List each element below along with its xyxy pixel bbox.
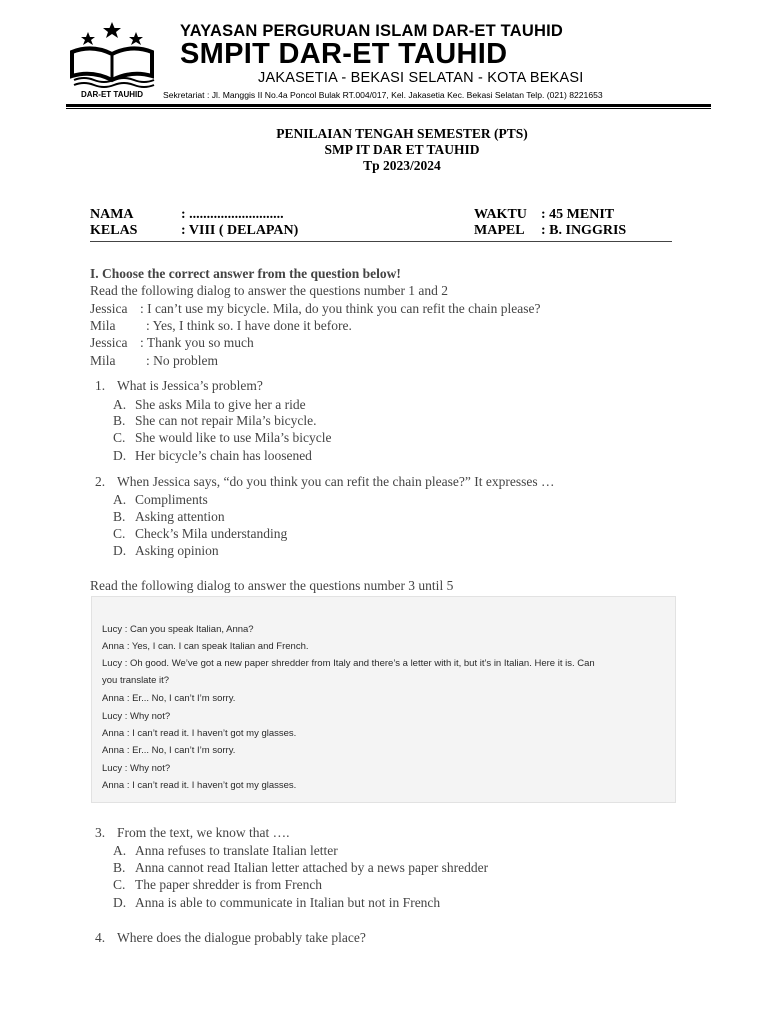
option-letter: B. [113,509,126,524]
dialog-speaker: Jessica [90,335,128,350]
option-letter: D. [113,448,127,463]
dialog-image-line: Lucy : Why not? [102,763,171,774]
option-text: Asking attention [135,509,225,524]
option-text: Anna is able to communicate in Italian but not in French [135,895,441,910]
option-row [113,526,287,542]
identity-underline [90,241,672,242]
question-text: What is Jessica’s problem? [117,378,263,393]
dialog-speaker: Mila [90,353,116,368]
waktu-label: WAKTU [474,207,527,222]
question-number: 4. [95,930,106,945]
option-row [113,397,306,413]
option-text: The paper shredder is from French [135,877,323,892]
nama-value: : ........................... [181,207,284,222]
dialog-line: : Yes, I think so. I have done it before. [146,318,352,333]
option-text: She can not repair Mila’s bicycle. [135,413,317,428]
dialog-image-line: Anna : Er... No, I can’t I’m sorry. [102,745,236,756]
option-letter: D. [113,543,127,558]
logo-caption: DAR-ET TAUHID [80,90,144,99]
dialog-image-line: Anna : I can’t read it. I haven’t got my glasses. [102,780,297,791]
option-row [113,895,440,911]
option-letter: B. [113,413,126,428]
dialog-line: : I can’t use my bicycle. Mila, do you think you can refit the chain please? [140,301,541,316]
dialog-speaker: Mila [90,318,116,333]
school-location: JAKASETIA - BEKASI SELATAN - KOTA BEKASI [258,70,584,86]
option-letter: A. [113,492,127,507]
dialog-image-line: Lucy : Oh good. We’ve got a new paper shredder from Italy and there’s a letter with it, but it’s in Italian. Here it is. Can [102,658,595,669]
option-letter: C. [113,430,126,445]
foundation-name: YAYASAN PERGURUAN ISLAM DAR-ET TAUHID [180,22,563,40]
option-letter: B. [113,860,126,875]
option-row [113,843,338,859]
option-letter: A. [113,843,127,858]
option-row [113,877,322,893]
waktu-value: : 45 MENIT [541,207,615,222]
dialog-speaker: Jessica [90,301,128,316]
exam-school: SMP IT DAR ET TAUHID [324,142,480,157]
option-row [113,430,331,446]
option-text: Asking opinion [135,543,219,558]
section-intro: Read the following dialog to answer the questions number 1 and 2 [90,283,449,298]
option-text: Check’s Mila understanding [135,526,288,541]
option-text: She asks Mila to give her a ride [135,397,306,412]
question-number: 2. [95,474,106,489]
dialog-line: : Thank you so much [140,335,254,350]
nama-label: NAMA [90,207,134,222]
option-row [113,543,219,559]
dialog-image-line: Lucy : Why not? [102,711,171,722]
option-row [113,413,316,429]
dialog-image-line: you translate it? [102,675,170,686]
question-number: 1. [95,378,106,393]
dialog-image-line: Anna : I can’t read it. I haven’t got my glasses. [102,728,297,739]
dialog-image [91,596,676,803]
option-row [113,509,225,525]
school-logo [66,18,158,102]
option-text: Compliments [135,492,208,507]
section-intro: Read the following dialog to answer the questions number 3 until 5 [90,578,454,593]
letterhead-rule-thin [66,108,711,109]
option-letter: D. [113,895,127,910]
dialog-image-line: Anna : Yes, I can. I can speak Italian and French. [102,641,309,652]
exam-title: PENILAIAN TENGAH SEMESTER (PTS) [276,126,528,141]
letterhead-rule-thick [66,104,711,107]
exam-year: Tp 2023/2024 [363,158,441,173]
option-text: Anna cannot read Italian letter attached by a news paper shredder [135,860,489,875]
option-row [113,492,208,508]
option-row [113,860,488,876]
option-letter: C. [113,526,126,541]
option-letter: A. [113,397,127,412]
question-text: Where does the dialogue probably take place? [117,930,366,945]
option-text: Anna refuses to translate Italian letter [135,843,338,858]
question-text: From the text, we know that …. [117,825,290,840]
option-letter: C. [113,877,126,892]
school-address: Sekretariat : Jl. Manggis II No.4a Poncol Bulak RT.004/017, Kel. Jakasetia Kec. Bekasi Selatan Telp. (021) 8221653 [163,90,603,100]
section-header: I. Choose the correct answer from the question below! [90,266,401,281]
dialog-image-line: Anna : Er... No, I can’t I’m sorry. [102,693,236,704]
kelas-value: : VIII ( DELAPAN) [181,223,299,238]
question-text: When Jessica says, “do you think you can refit the chain please?” It expresses … [117,474,555,489]
option-text: She would like to use Mila’s bicycle [135,430,332,445]
option-text: Her bicycle’s chain has loosened [135,448,312,463]
mapel-label: MAPEL [474,223,525,238]
option-row [113,448,312,464]
school-name: SMPIT DAR-ET TAUHID [180,38,508,70]
dialog-line: : No problem [146,353,218,368]
mapel-value: : B. INGGRIS [541,223,627,238]
question-number: 3. [95,825,106,840]
kelas-label: KELAS [90,223,138,238]
dialog-image-line: Lucy : Can you speak Italian, Anna? [102,624,254,635]
